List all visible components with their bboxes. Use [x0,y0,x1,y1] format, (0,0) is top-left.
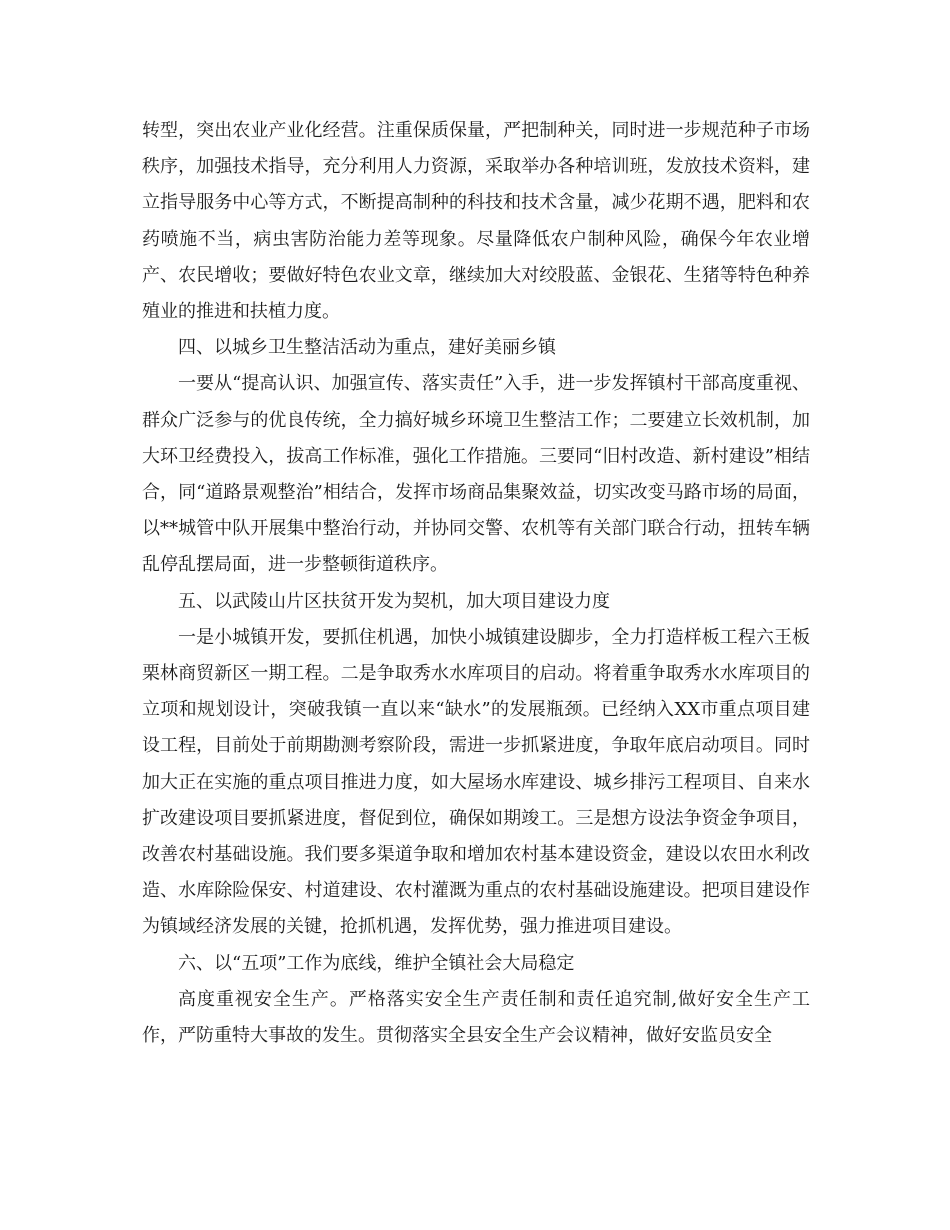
paragraph-section-4: 一要从“提高认识、加强宣传、落实责任”入手，进一步发挥镇村干部高度重视、群众广泛参与的优良传统，全力搞好城乡环境卫生整洁工作；二要建立长效机制，加大环卫经费投入，拔高工作标准，强化工作措施。三要同“旧村改造、新村建设”相结合，同“道路景观整治”相结合，发挥市场商品集聚效益，切实改变马路市场的局面，以**城管中队开展集中整治行动，并协同交警、农机等有关部门联合行动，扭转车辆乱停乱摆局面，进一步整顿街道秩序。 [142,373,810,576]
section-heading-5: 五、以武陵山片区扶贫开发为契机，加大项目建设力度 [178,590,610,612]
paragraph-section-6: 高度重视安全生产。严格落实安全生产责任制和责任追究制,做好安全生产工作，严防重特大事故的发生。贯彻落实全县安全生产会议精神，做好安监员安全 [142,988,810,1047]
section-heading-6: 六、以“五项”工作为底线，维护全镇社会大局稳定 [178,952,575,974]
paragraph-continuation: 转型，突出农业产业化经营。注重保质保量，严把制种关，同时进一步规范种子市场秩序，加强技术指导，充分利用人力资源，采取举办各种培训班，发放技术资料，建立指导服务中心等方式，不断提高制种的科技和技术含量，减少花期不遇，肥料和农药喷施不当，病虫害防治能力差等现象。尽量降低农户制种风险，确保今年农业增产、农民增收；要做好特色农业文章，继续加大对绞股蓝、金银花、生猪等特色种养殖业的推进和扶植力度。 [142,120,810,323]
document-body [142,113,810,1054]
paragraph-section-5: 一是小城镇开发，要抓住机遇，加快小城镇建设脚步，全力打造样板工程六王板栗林商贸新区一期工程。二是争取秀水水库项目的启动。将着重争取秀水水库项目的立项和规划设计，突破我镇一直以来“缺水”的发展瓶颈。已经纳入XX市重点项目建设工程，目前处于前期勘测考察阶段，需进一步抓紧进度，争取年底启动项目。同时加大正在实施的重点项目推进力度，如大屋场水库建设、城乡排污工程项目、自来水扩改建设项目要抓紧进度，督促到位，确保如期竣工。三是想方设法争资金争项目，改善农村基础设施。我们要多渠道争取和增加农村基本建设资金，建设以农田水利改造、水库除险保安、村道建设、农村灌溉为重点的农村基础设施建设。把项目建设作为镇域经济发展的关键，抢抓机遇，发挥优势，强力推进项目建设。 [142,626,810,938]
section-heading-4: 四、以城乡卫生整洁活动为重点，建好美丽乡镇 [178,337,556,359]
